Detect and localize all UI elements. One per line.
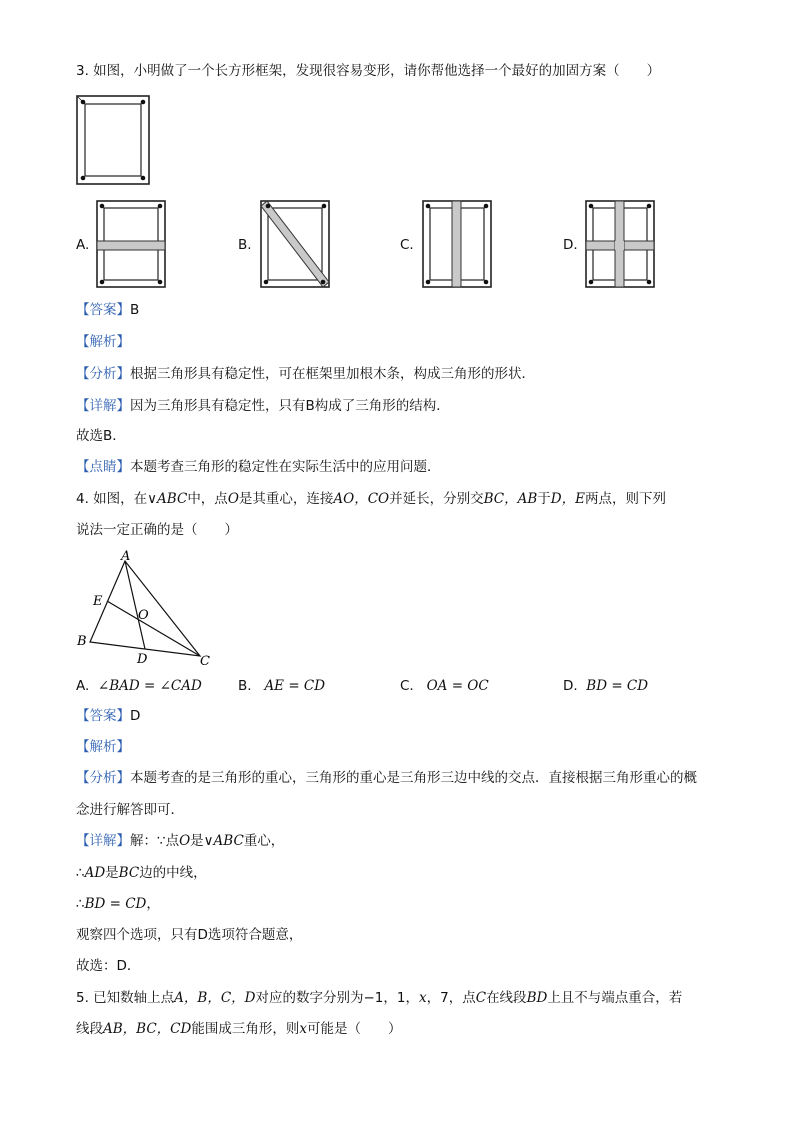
q3-option-c-figure xyxy=(422,200,492,288)
q3-option-b-figure xyxy=(260,200,330,288)
text: 重心， xyxy=(243,833,285,849)
math: O xyxy=(227,491,239,507)
label-c: C xyxy=(200,654,210,669)
q4-conclusion: 故选：D． xyxy=(76,958,141,974)
q3-option-a-figure xyxy=(96,200,166,288)
q4-option-d xyxy=(563,676,648,696)
text: 5. 已知数轴上点 xyxy=(76,990,175,1006)
text: 线段 xyxy=(76,1021,103,1037)
fenxi-tag: 【分析】 xyxy=(76,770,130,786)
option-label: D. xyxy=(563,678,578,694)
q3-option-a-label: A. xyxy=(76,237,90,253)
q3-option-d-label: D. xyxy=(563,237,578,253)
q3-option-b-label: B. xyxy=(238,237,252,253)
dianjing-tag: 【点睛】 xyxy=(76,459,130,475)
answer-tag: 【答案】 xyxy=(76,708,130,724)
math: ∨ABC xyxy=(147,491,188,507)
q3-conclusion: 故选B． xyxy=(76,428,126,444)
option-math: OA = OC xyxy=(426,678,489,694)
label-a: A xyxy=(121,549,131,564)
math: O xyxy=(179,833,191,849)
q4-fenxi-line2: 念进行解答即可． xyxy=(76,802,184,818)
q4-step2 xyxy=(76,894,160,914)
text: 可能是（ ） xyxy=(306,1021,402,1037)
label-d: D xyxy=(137,652,148,667)
text: 是 xyxy=(105,865,119,881)
text: 边的中线， xyxy=(139,865,207,881)
xiangjie-tag: 【详解】 xyxy=(76,398,130,414)
q3-answer xyxy=(76,300,139,320)
q3-option-d-figure xyxy=(585,200,655,288)
answer-value: B xyxy=(130,302,140,318)
math: A，B，C，D xyxy=(174,990,256,1006)
math: C xyxy=(475,990,487,1006)
text: 是其重心，连接 xyxy=(238,491,334,507)
text: ， xyxy=(146,896,160,912)
option-math: AE = CD xyxy=(264,678,326,694)
q3-stem: 3. 如图，小明做了一个长方形框架，发现很容易变形，请你帮他选择一个最好的加固方案（ ） xyxy=(76,63,661,79)
math: BD xyxy=(526,990,548,1006)
math: D，E xyxy=(550,491,585,507)
q4-option-c xyxy=(400,676,489,696)
q4-analysis-tag xyxy=(76,737,130,757)
q3-frame-figure xyxy=(76,95,150,185)
q4-option-b xyxy=(238,676,325,696)
q3-analysis-tag xyxy=(76,332,130,352)
analysis-tag: 【解析】 xyxy=(76,334,130,350)
q4-stem-line1 xyxy=(76,489,666,509)
math: AD xyxy=(84,865,106,881)
xiangjie-text: 因为三角形具有稳定性，只有B构成了三角形的结构． xyxy=(130,398,450,414)
q4-step3: 观察四个选项，只有D选项符合题意， xyxy=(76,927,303,943)
xiangjie-tag: 【详解】 xyxy=(76,833,130,849)
q4-xiangjie xyxy=(76,831,284,851)
text: 能围成三角形，则 xyxy=(191,1021,300,1037)
option-math: ∠BAD = ∠CAD xyxy=(97,678,202,694)
text: 并延长，分别交 xyxy=(389,491,484,507)
math: AB，BC，CD xyxy=(103,1021,192,1037)
math: x xyxy=(299,1021,307,1037)
option-label: B. xyxy=(238,678,252,694)
label-b: B xyxy=(77,634,87,649)
text: 上且不与端点重合，若 xyxy=(547,990,683,1006)
option-math: BD = CD xyxy=(586,678,649,694)
text: ，7，点 xyxy=(426,990,476,1006)
text: 中，点 xyxy=(187,491,228,507)
math: BD = CD xyxy=(84,896,147,912)
math: ∨ABC xyxy=(203,833,244,849)
q4-answer xyxy=(76,706,140,726)
text: 于 xyxy=(537,491,551,507)
text: 4. 如图，在 xyxy=(76,491,148,507)
math: x xyxy=(419,990,427,1006)
dianjing-text: 本题考查三角形的稳定性在实际生活中的应用问题． xyxy=(130,459,441,475)
fenxi-tag: 【分析】 xyxy=(76,366,130,382)
q3-xiangjie xyxy=(76,396,450,416)
math: AO，CO xyxy=(333,491,390,507)
q4-step1 xyxy=(76,863,207,883)
option-label: A. xyxy=(76,678,90,694)
fenxi-text: 根据三角形具有稳定性，可在框架里加根木条，构成三角形的形状． xyxy=(130,366,535,382)
q4-option-a xyxy=(76,676,202,696)
text: 在线段 xyxy=(486,990,527,1006)
text: 对应的数字分别为−1，1， xyxy=(255,990,419,1006)
label-e: E xyxy=(93,594,103,609)
text: ∴ xyxy=(76,865,85,881)
answer-tag: 【答案】 xyxy=(76,302,130,318)
q4-triangle-figure xyxy=(74,546,220,670)
q3-fenxi xyxy=(76,364,535,384)
q3-option-c-label: C. xyxy=(400,237,414,253)
math: BC xyxy=(118,865,140,881)
q5-stem-line2 xyxy=(76,1019,401,1039)
fenxi-text: 本题考查的是三角形的重心，三角形的重心是三角形三边中线的交点．直接根据三角形重心的概 xyxy=(130,770,697,786)
label-o: O xyxy=(138,608,149,623)
analysis-tag: 【解析】 xyxy=(76,739,130,755)
q3-dianjing xyxy=(76,457,441,477)
q4-stem-line2: 说法一定正确的是（ ） xyxy=(76,522,238,538)
text: 是 xyxy=(190,833,204,849)
option-label: C. xyxy=(400,678,414,694)
text: ∴ xyxy=(76,896,85,912)
answer-value: D xyxy=(130,708,141,724)
text: 解：∵点 xyxy=(130,833,180,849)
q4-fenxi-line1 xyxy=(76,768,697,788)
math: BC，AB xyxy=(483,491,538,507)
text: 两点，则下列 xyxy=(584,491,666,507)
q5-stem-line1 xyxy=(76,988,682,1008)
